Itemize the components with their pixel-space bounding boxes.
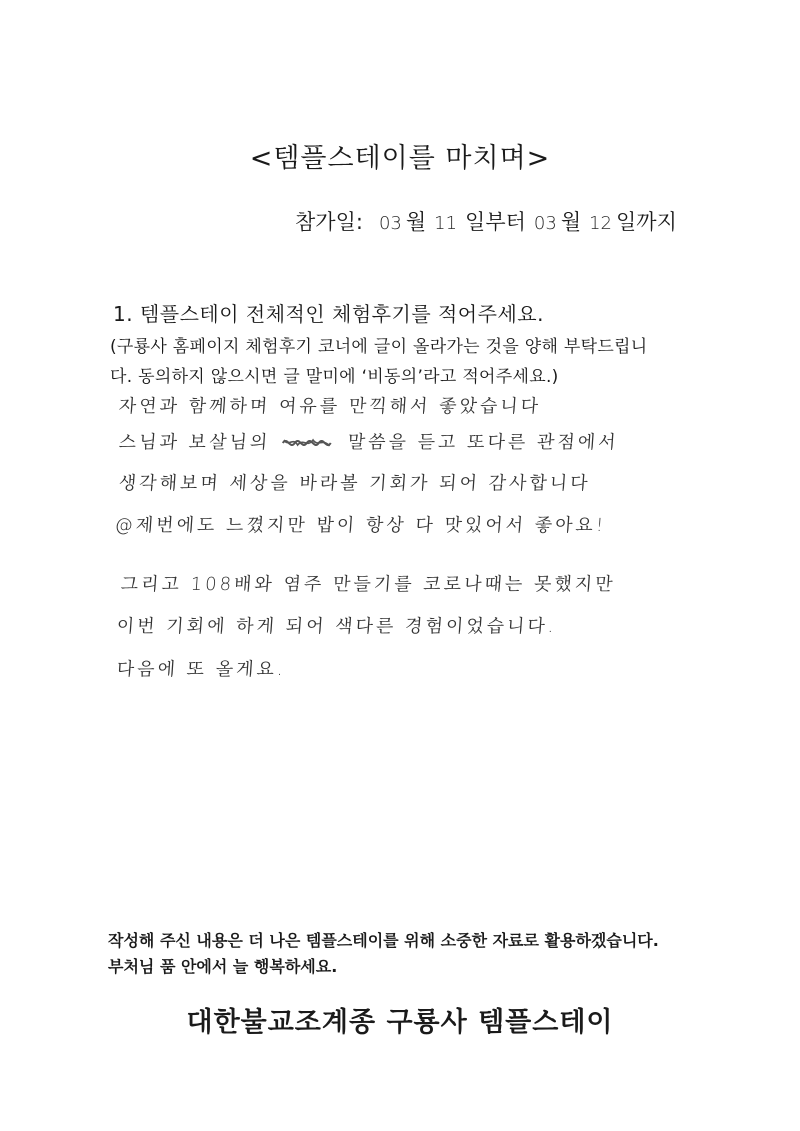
start-suffix: 일부터: [465, 210, 526, 234]
handwritten-line-2-part-2: 말씀을 듣고 또다른 관점에서: [346, 432, 620, 453]
temple-name: 대한불교조계종 구룡사 템플스테이: [186, 1007, 614, 1038]
participation-dates: [295, 206, 677, 236]
handwritten-line-7: 다음에 또 올게요.: [116, 659, 287, 680]
handwritten-line-1: 자연과 함께하며 여유를 만끽해서 좋았습니다: [118, 396, 542, 417]
handwritten-line-3: 생각해보며 세상을 바라볼 기회가 되어 감사합니다: [118, 473, 592, 494]
month-unit-end: 월: [560, 210, 582, 234]
handwritten-line-5: 그리고 108배와 염주 만들기를 코로나때는 못했지만: [120, 574, 617, 595]
document-title: <템플스테이를 마치며>: [249, 143, 551, 174]
handwritten-line-2: [118, 428, 620, 454]
start-day-value: 11: [434, 213, 458, 234]
month-unit-start: 월: [405, 210, 427, 234]
start-month-value: 03: [378, 213, 402, 234]
scribble-icon: [280, 435, 333, 451]
end-suffix: 일까지: [616, 210, 677, 234]
handwritten-line-6: 이번 기회에 하게 되어 색다른 경험이었습니다.: [116, 616, 558, 637]
footer-note-line-1: 작성해 주신 내용은 더 나은 템플스테이를 위해 소중한 자료로 활용하겠습니다.: [108, 931, 659, 950]
end-month-value: 03: [533, 213, 557, 234]
footer-note-line-2: 부처님 품 안에서 늘 행복하세요.: [108, 957, 338, 976]
handwritten-line-2-part-1: 스님과 보살님의: [118, 432, 271, 453]
consent-note-line-1: (구룡사 홈페이지 체험후기 코너에 글이 올라가는 것을 양해 부탁드립니: [110, 337, 648, 357]
handwritten-line-4: @제번에도 느꼈지만 밥이 항상 다 맛있어서 좋아요!: [114, 515, 607, 536]
question-title: 1. 템플스테이 전체적인 체험후기를 적어주세요.: [113, 302, 544, 326]
consent-note-line-2: 다. 동의하지 않으시면 글 말미에 ‘비동의’라고 적어주세요.): [110, 367, 559, 387]
end-day-value: 12: [589, 213, 613, 234]
dates-label: 참가일:: [295, 210, 363, 234]
